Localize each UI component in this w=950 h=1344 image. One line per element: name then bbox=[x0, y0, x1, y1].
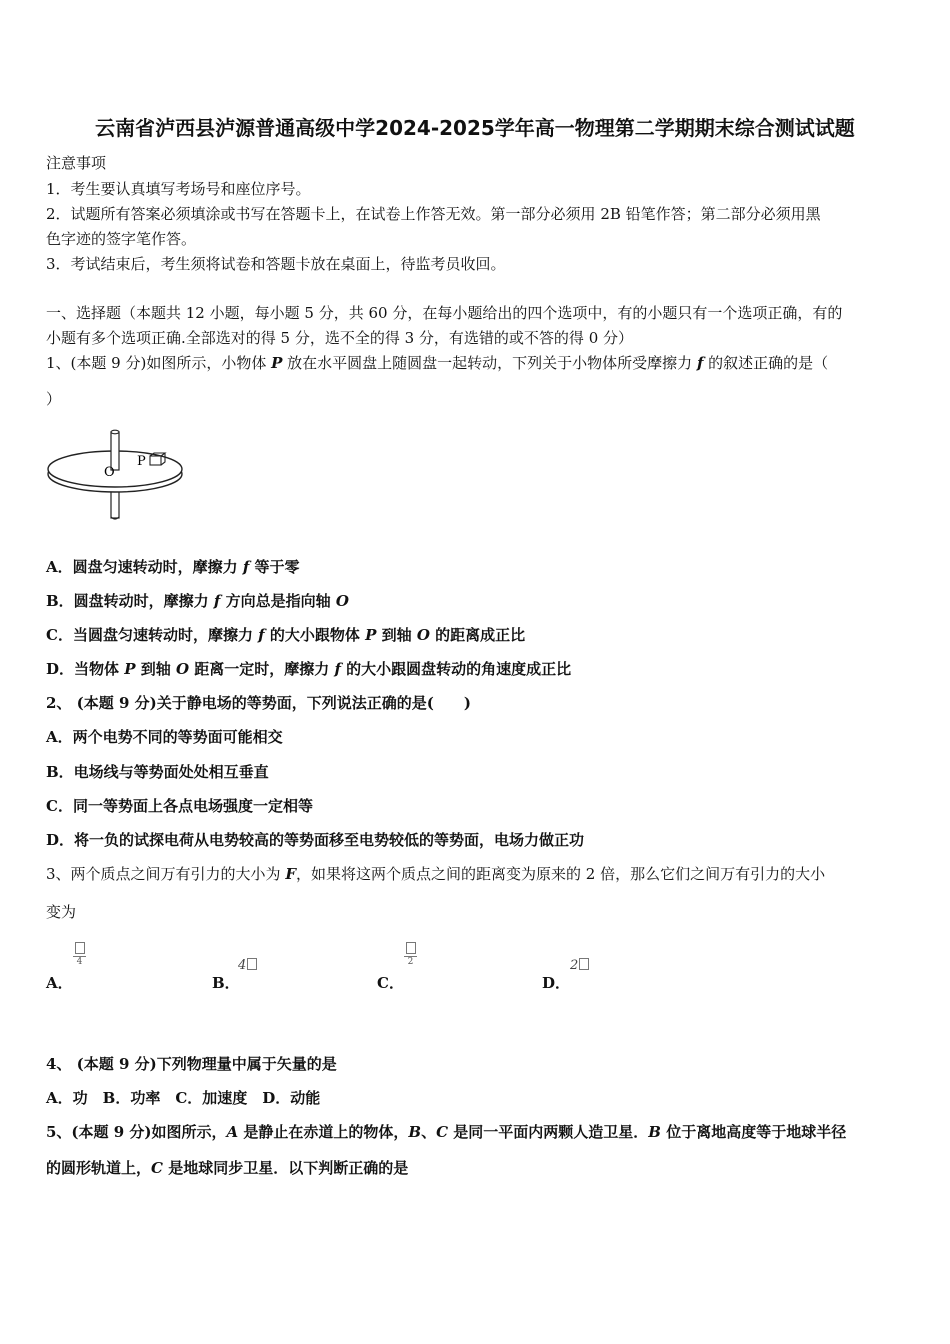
q1-option-c: C．当圆盘匀速转动时，摩擦力 f 的大小跟物体 P 到轴 O 的距离成正比 bbox=[46, 626, 526, 644]
placeholder-glyph-icon bbox=[247, 958, 257, 970]
q4-options: A．功 B．功率 C．加速度 D．动能 bbox=[46, 1089, 321, 1107]
block-p bbox=[150, 456, 161, 465]
page-title: 云南省泸西县泸源普通高级中学2024-2025学年高一物理第二学期期末综合测试试题 bbox=[95, 116, 855, 140]
placeholder-glyph-icon bbox=[579, 958, 589, 970]
label-p: P bbox=[137, 454, 146, 469]
label-o: O bbox=[104, 465, 115, 480]
q3-stem-end: 变为 bbox=[46, 903, 77, 921]
notice-item-3: 3．考试结束后，考生须将试卷和答题卡放在桌面上，待监考员收回。 bbox=[46, 255, 506, 273]
q2-option-c: C．同一等势面上各点电场强度一定相等 bbox=[46, 797, 313, 815]
q5-stem-cont: 的圆形轨道上，C 是地球同步卫星．以下判断正确的是 bbox=[46, 1159, 409, 1177]
q1-stem: 1、(本题 9 分)如图所示，小物体 P 放在水平圆盘上随圆盘一起转动，下列关于小物体所受摩擦力 f 的叙述正确的是（ bbox=[46, 354, 829, 372]
q3-stem: 3、两个质点之间万有引力的大小为 F，如果将这两个质点之间的距离变为原来的 2 倍，那么它们之间万有引力的大小 bbox=[46, 865, 826, 883]
q3-option-a-fraction: 4 bbox=[73, 942, 86, 967]
q1-option-d: D．当物体 P 到轴 O 距离一定时，摩擦力 f 的大小跟圆盘转动的角速度成正比 bbox=[46, 660, 572, 678]
q4-stem: 4、 (本题 9 分)下列物理量中属于矢量的是 bbox=[46, 1055, 337, 1073]
section-instructions-2: 小题有多个选项正确.全部选对的得 5 分，选不全的得 3 分，有选错的或不答的得 0 分） bbox=[46, 329, 634, 347]
axis-lower bbox=[111, 490, 119, 518]
placeholder-glyph-icon bbox=[75, 942, 85, 954]
q1-stem-end: ） bbox=[46, 390, 62, 408]
notice-heading: 注意事项 bbox=[46, 154, 107, 172]
q1-option-a: A．圆盘匀速转动时，摩擦力 f 等于零 bbox=[46, 558, 300, 576]
notice-item-2: 2．试题所有答案必须填涂或书写在答题卡上，在试卷上作答无效。第一部分必须用 2B 铅笔作答；第二部分必须用黑 bbox=[46, 205, 821, 223]
q1-option-b: B．圆盘转动时，摩擦力 f 方向总是指向轴 O bbox=[46, 592, 349, 610]
section-instructions-1: 一、选择题（本题共 12 小题，每小题 5 分，共 60 分，在每小题给出的四个选项中，有的小题只有一个选项正确，有的 bbox=[46, 304, 843, 322]
q3-option-c-fraction: 2 bbox=[404, 942, 417, 967]
q2-option-b: B．电场线与等势面处处相互垂直 bbox=[46, 763, 269, 781]
q2-option-a: A．两个电势不同的等势面可能相交 bbox=[46, 728, 283, 746]
placeholder-glyph-icon bbox=[406, 942, 416, 954]
notice-item-2-cont: 色字迹的签字笔作答。 bbox=[46, 230, 197, 248]
q3-option-a-label: A． bbox=[46, 974, 73, 992]
q3-option-d-value: 2 bbox=[570, 958, 589, 973]
q3-option-d-label: D． bbox=[542, 974, 571, 992]
q3-option-b-value: 4 bbox=[238, 958, 257, 973]
q2-stem: 2、 (本题 9 分)关于静电场的等势面，下列说法正确的是( ) bbox=[46, 694, 471, 712]
notice-item-1: 1．考生要认真填写考场号和座位序号。 bbox=[46, 180, 311, 198]
q3-option-b-label: B． bbox=[212, 974, 240, 992]
q3-option-c-label: C． bbox=[377, 974, 404, 992]
rotating-disk-figure bbox=[44, 428, 189, 523]
q2-option-d: D．将一负的试探电荷从电势较高的等势面移至电势较低的等势面，电场力做正功 bbox=[46, 831, 585, 849]
q5-stem: 5、(本题 9 分)如图所示，A 是静止在赤道上的物体，B、C 是同一平面内两颗人造卫星．B 位于离地高度等于地球半径 bbox=[46, 1123, 847, 1141]
